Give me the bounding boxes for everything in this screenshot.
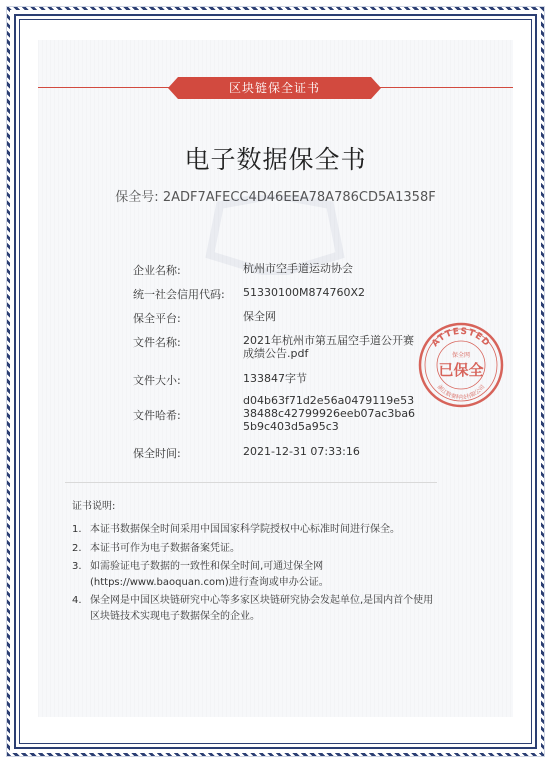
- attested-seal-icon: [418, 322, 504, 408]
- field-label: 保全平台:: [133, 312, 181, 325]
- field-label: 统一社会信用代码:: [133, 288, 225, 301]
- field-value: 2021-12-31 07:33:16: [243, 445, 360, 458]
- note-text: 如需验证电子数据的一致性和保全时间,可通过保全网(https://www.baoquan.com)进行查询或申办公证。: [90, 561, 329, 588]
- field-row: [133, 262, 433, 278]
- svg-text:ATTESTED: ATTESTED: [430, 326, 492, 350]
- note-number: 3.: [72, 561, 82, 572]
- field-row: [133, 286, 433, 302]
- svg-text:浙江数秦科技有限公司: 浙江数秦科技有限公司: [435, 384, 487, 402]
- note-number: 2.: [72, 542, 82, 554]
- note-text: 本证书数据保全时间采用中国国家科学院授权中心标准时间进行保全。: [90, 524, 400, 535]
- list-item: [72, 541, 442, 557]
- field-row: [133, 310, 433, 326]
- field-row: [133, 394, 418, 433]
- certificate-ribbon: 区块链保全证书: [178, 77, 371, 99]
- field-label: 文件大小:: [133, 374, 181, 387]
- notes-list: [72, 522, 442, 627]
- serial-label: 保全号:: [115, 190, 159, 205]
- field-value: 2021年杭州市第五届空手道公开赛成绩公告.pdf: [243, 334, 414, 360]
- field-value: 51330100M874760X2: [243, 286, 366, 299]
- serial-value: 2ADF7AFECC4D46EEA78A786CD5A1358F: [162, 190, 436, 205]
- field-label: 企业名称:: [133, 264, 181, 277]
- field-label: 文件哈希:: [133, 409, 181, 422]
- list-item: [72, 593, 442, 624]
- note-number: 4.: [72, 595, 82, 606]
- certificate-title: 电子数据保全书: [184, 145, 367, 174]
- note-text: 保全网是中国区块链研究中心等多家区块链研究协会发起单位,是国内首个使用区块链技术实现电子数据保全的企业。: [90, 595, 434, 622]
- note-number: 1.: [72, 524, 82, 535]
- list-item: [72, 522, 442, 538]
- divider: [65, 482, 437, 483]
- note-text: 本证书可作为电子数据备案凭证。: [90, 542, 240, 554]
- field-value: 杭州市空手道运动协会: [243, 262, 353, 275]
- field-value: d04b63f71d2e56a0479119e5338488c42799926eeb07ac3ba65b9c403d5a95c3: [243, 394, 416, 433]
- field-row: [133, 334, 418, 360]
- field-value: 保全网: [243, 310, 276, 323]
- notes-title: 证书说明:: [72, 501, 116, 512]
- field-value: 133847字节: [243, 372, 307, 385]
- field-row: [133, 445, 433, 461]
- field-row: [133, 372, 433, 388]
- field-label: 保全时间:: [133, 447, 181, 460]
- svg-text:已保全: 已保全: [438, 361, 484, 379]
- svg-text:保全网: 保全网: [451, 352, 471, 359]
- list-item: [72, 559, 442, 590]
- field-label: 文件名称:: [133, 336, 181, 349]
